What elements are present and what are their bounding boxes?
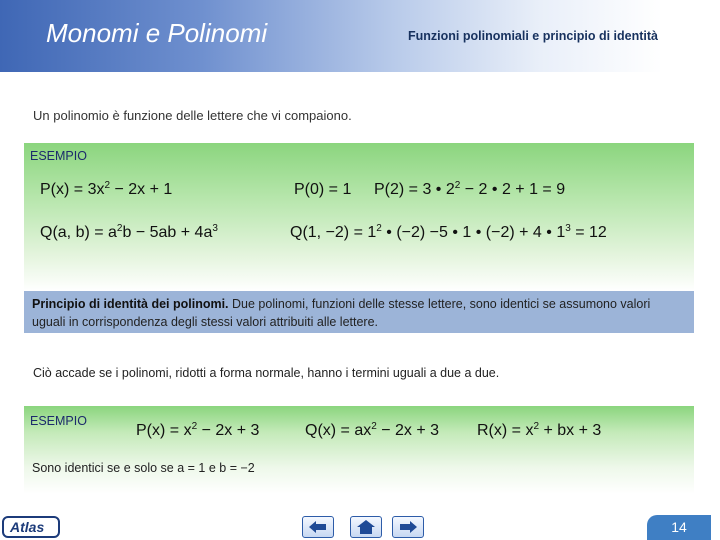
example-box-1 (24, 143, 694, 291)
polynomial-p: $P(x) = x^2 - 2x + 3$ (136, 421, 260, 439)
example-label: ESEMPIO (30, 414, 87, 428)
value-p0: P(0) = 1 (294, 181, 352, 198)
value-q: Q(1, $-2) = 1^2$ • (−2) −5 • 1 • (−2) + 4 • $1^3 = 12$ (290, 223, 607, 241)
polynomial-r: $R(x) = x^2$ + bx + 3 (477, 421, 602, 439)
identity-principle-box (24, 291, 694, 333)
header-bar (0, 0, 720, 72)
polynomial-q: $Q(x) = ax^2 - 2x + 3$ (305, 421, 440, 439)
next-button[interactable] (392, 516, 424, 538)
normal-form-statement: Ciò accade se i polinomi, ridotti a forma normale, hanno i termini uguali a due a due. (33, 366, 500, 380)
identity-condition: Sono identici se e solo se a = 1 e b = −2 (32, 461, 255, 475)
arrow-left-icon (306, 518, 330, 536)
intro-text: Un polinomio è funzione delle lettere che vi compaiono. (33, 108, 352, 123)
page-subtitle: Funzioni polinomiali e principio di identità (408, 29, 658, 43)
polynomial-q: Q(a, $b) = a^2b - 5ab + 4a^3$ (40, 223, 218, 241)
home-button[interactable] (350, 516, 382, 538)
polynomial-p: $P(x) = 3x^2 - 2x + 1$ (40, 180, 173, 198)
atlas-logo: Atlas (2, 516, 60, 538)
arrow-right-icon (396, 518, 420, 536)
previous-button[interactable] (302, 516, 334, 538)
principle-title: Principio di identità dei polinomi. (32, 297, 229, 311)
principle-text: Due polinomi, funzioni delle stesse lettere, sono identici se assumono valori uguali in corrispondenza degli stessi valori attribuiti alle lettere. (32, 297, 651, 329)
page-number: 14 (671, 519, 687, 535)
example-box-2 (24, 406, 694, 494)
page-number-badge (647, 515, 711, 540)
example-label: ESEMPIO (30, 149, 87, 163)
value-p2: P(2) = 3 • $2^2 - 2$ • 2 + 1 = 9 (374, 180, 566, 198)
page-title: Monomi e Polinomi (46, 18, 268, 48)
home-icon (354, 518, 378, 536)
